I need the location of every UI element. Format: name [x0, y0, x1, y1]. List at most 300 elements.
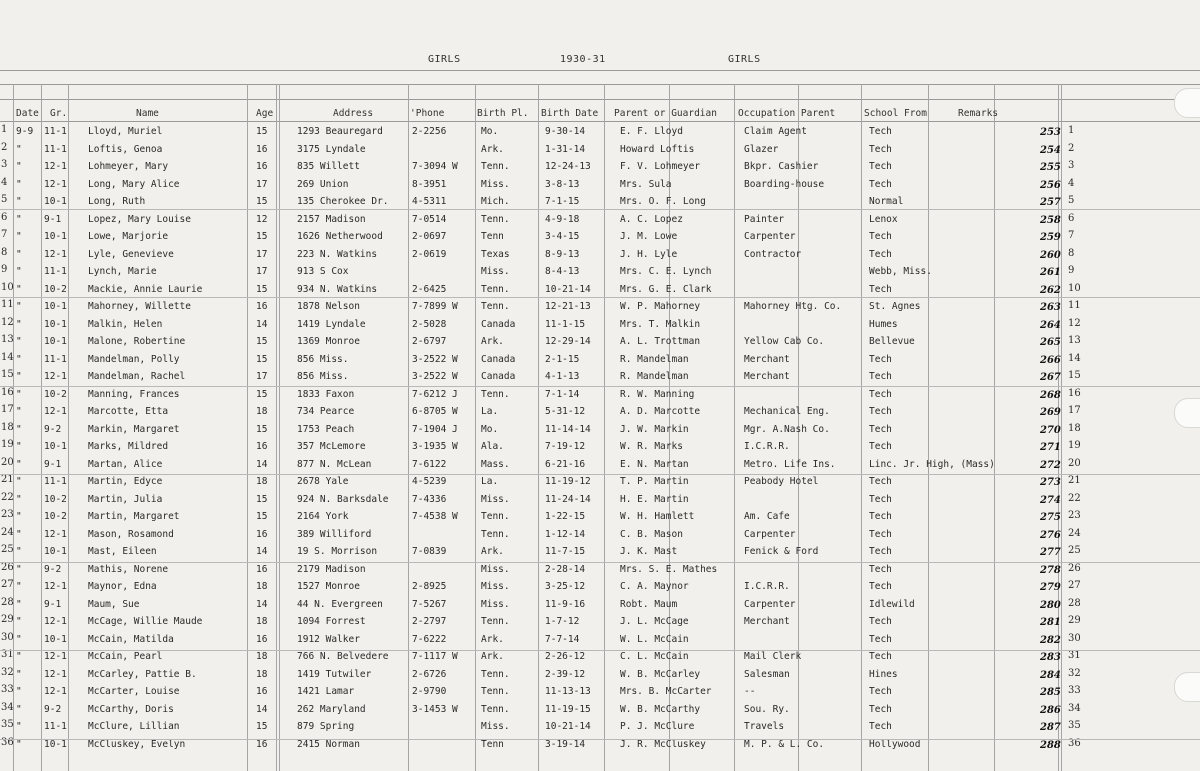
occupation-cell: Glazer	[744, 143, 779, 155]
phone-cell: 2-2797	[412, 616, 447, 627]
address-cell: 1419 Tutwiler	[297, 668, 372, 680]
school-from-cell: Tech	[869, 371, 892, 382]
row-number: 5	[1, 194, 8, 205]
parent-cell: Howard Loftis	[620, 143, 695, 155]
age-cell: 18	[256, 406, 268, 417]
record-stamp: 262	[1040, 284, 1061, 296]
col-header-parent: Parent or Guardian	[614, 108, 717, 119]
grade-cell: 9-1	[44, 598, 62, 610]
row-number-right: 6	[1068, 212, 1075, 224]
row-number-right: 36	[1068, 737, 1081, 749]
date-cell: "	[16, 528, 22, 540]
row-number: 36	[1, 736, 14, 748]
phone-cell: 6-8705 W	[412, 406, 458, 417]
record-stamp: 260	[1040, 249, 1061, 261]
row-group-rule	[0, 297, 1200, 298]
row-number: 27	[1, 579, 14, 590]
name-cell: Martin, Julia	[88, 493, 163, 505]
school-from-cell: Tech	[869, 441, 892, 452]
row-number-right: 23	[1068, 510, 1081, 521]
record-stamp: 255	[1040, 162, 1061, 173]
table-row	[0, 578, 1200, 596]
name-cell: Lloyd, Muriel	[88, 126, 163, 137]
record-stamp: 266	[1040, 354, 1061, 366]
phone-cell: 8-3951	[412, 178, 447, 190]
row-number: 19	[1, 439, 14, 450]
record-stamp: 257	[1040, 197, 1061, 208]
occupation-cell: Fenick & Ford	[744, 546, 819, 557]
parent-cell: J. L. McCage	[620, 616, 689, 627]
header-rule-3	[0, 121, 1200, 122]
table-row	[0, 631, 1200, 649]
row-number: 22	[1, 491, 14, 503]
name-cell: Martin, Edyce	[88, 476, 163, 487]
row-number-right: 33	[1068, 685, 1081, 696]
age-cell: 16	[256, 301, 268, 312]
address-cell: 1369 Monroe	[297, 336, 360, 347]
birth-place-cell: Tenn.	[481, 213, 510, 225]
row-number: 11	[1, 299, 14, 310]
parent-cell: Mrs. O. F. Long	[620, 196, 706, 207]
grade-cell: 10-1	[44, 318, 67, 330]
date-cell: "	[16, 406, 22, 417]
grade-cell: 11-1	[44, 266, 67, 277]
birth-date-cell: 1-7-12	[545, 616, 580, 627]
phone-cell: 2-6425	[412, 283, 447, 295]
occupation-cell: Contractor	[744, 248, 802, 260]
table-row	[0, 158, 1200, 176]
record-stamp: 288	[1040, 739, 1061, 751]
age-cell: 12	[256, 213, 268, 225]
row-number-right: 20	[1068, 457, 1081, 469]
row-number: 32	[1, 666, 14, 678]
grade-cell: 11-1	[44, 353, 67, 365]
record-stamp: 263	[1040, 302, 1061, 313]
occupation-cell: Yellow Cab Co.	[744, 336, 825, 347]
phone-cell: 7-0514	[412, 213, 447, 225]
date-cell: "	[16, 668, 22, 680]
date-cell: "	[16, 371, 22, 382]
parent-cell: Mrs. C. E. Lynch	[620, 266, 712, 277]
school-from-cell: Linc. Jr. High, (Mass)	[869, 458, 995, 470]
age-cell: 14	[256, 598, 268, 610]
name-cell: Marks, Mildred	[88, 441, 169, 452]
row-number-right: 21	[1068, 475, 1081, 486]
table-row	[0, 263, 1200, 281]
age-cell: 17	[256, 266, 268, 277]
table-row	[0, 386, 1200, 404]
address-cell: 1833 Faxon	[297, 388, 355, 400]
grade-cell: 10-2	[44, 283, 67, 295]
record-stamp: 267	[1040, 372, 1061, 383]
birth-date-cell: 11-19-15	[545, 703, 591, 715]
address-cell: 835 Willett	[297, 161, 360, 172]
name-cell: McCain, Matilda	[88, 633, 174, 645]
phone-cell: 3-1935 W	[412, 441, 458, 452]
binder-hole	[1174, 672, 1200, 702]
record-stamp: 259	[1040, 232, 1061, 243]
grade-cell: 10-1	[44, 441, 67, 452]
age-cell: 14	[256, 546, 268, 557]
grade-cell: 11-1	[44, 721, 67, 732]
occupation-cell: Travels	[744, 721, 785, 732]
table-row	[0, 718, 1200, 736]
age-cell: 15	[256, 126, 268, 137]
birth-date-cell: 5-31-12	[545, 406, 586, 417]
birth-date-cell: 10-21-14	[545, 283, 591, 295]
address-cell: 1527 Monroe	[297, 581, 360, 592]
birth-place-cell: Mo.	[481, 423, 499, 435]
col-header-phone: 'Phone	[410, 108, 445, 119]
address-cell: 856 Miss.	[297, 353, 349, 365]
row-number: 23	[1, 509, 14, 520]
phone-cell: 3-2522 W	[412, 353, 458, 365]
address-cell: 1293 Beauregard	[297, 126, 383, 137]
birth-date-cell: 3-4-15	[545, 231, 580, 242]
school-from-cell: Tech	[869, 528, 892, 540]
parent-cell: C. A. Maynor	[620, 581, 689, 592]
address-cell: 2157 Madison	[297, 213, 366, 225]
parent-cell: W. L. McCain	[620, 633, 689, 645]
phone-cell: 2-2256	[412, 126, 447, 137]
date-cell: "	[16, 721, 22, 732]
header-right: GIRLS	[728, 54, 761, 65]
row-group-rule	[0, 739, 1200, 740]
age-cell: 14	[256, 458, 268, 470]
school-from-cell: Hollywood	[869, 738, 921, 750]
row-number-right: 9	[1068, 265, 1075, 276]
record-stamp: 253	[1040, 127, 1061, 138]
phone-cell: 2-5028	[412, 318, 447, 330]
parent-cell: W. H. Hamlett	[620, 511, 695, 522]
birth-place-cell: Miss.	[481, 721, 510, 732]
birth-date-cell: 12-21-13	[545, 301, 591, 312]
table-row	[0, 526, 1200, 544]
row-number-right: 29	[1068, 615, 1081, 626]
phone-cell: 2-6797	[412, 336, 447, 347]
occupation-cell: Carpenter	[744, 231, 796, 242]
record-stamp: 273	[1040, 477, 1061, 488]
school-from-cell: St. Agnes	[869, 301, 921, 312]
record-stamp: 261	[1040, 267, 1061, 278]
name-cell: Lyle, Genevieve	[88, 248, 174, 260]
row-number: 33	[1, 684, 14, 695]
record-stamp: 264	[1040, 319, 1061, 331]
birth-place-cell: Miss.	[481, 598, 510, 610]
school-from-cell: Tech	[869, 283, 892, 295]
school-from-cell: Lenox	[869, 213, 898, 225]
grade-cell: 10-1	[44, 301, 67, 312]
row-number-right: 12	[1068, 317, 1081, 329]
row-number-right: 26	[1068, 562, 1081, 574]
address-cell: 879 Spring	[297, 721, 355, 732]
birth-date-cell: 11-7-15	[545, 546, 586, 557]
table-row	[0, 701, 1200, 719]
birth-place-cell: Tenn.	[481, 703, 510, 715]
parent-cell: H. E. Martin	[620, 493, 689, 505]
birth-place-cell: Tenn.	[481, 686, 510, 697]
birth-place-cell: Tenn.	[481, 668, 510, 680]
record-stamp: 271	[1040, 442, 1061, 453]
grade-cell: 12-1	[44, 616, 67, 627]
table-row	[0, 596, 1200, 614]
birth-place-cell: Ala.	[481, 441, 504, 452]
parent-cell: J. M. Lowe	[620, 231, 678, 242]
age-cell: 18	[256, 651, 268, 662]
parent-cell: J. K. Mast	[620, 546, 678, 557]
address-cell: 223 N. Watkins	[297, 248, 378, 260]
grade-cell: 10-1	[44, 546, 67, 557]
date-cell: "	[16, 581, 22, 592]
row-number: 15	[1, 369, 14, 380]
address-cell: 1912 Walker	[297, 633, 360, 645]
table-row	[0, 123, 1200, 141]
date-cell: "	[16, 231, 22, 242]
row-number: 13	[1, 334, 14, 345]
row-number-right: 27	[1068, 580, 1081, 591]
row-number-right: 3	[1068, 160, 1075, 171]
row-number-right: 24	[1068, 527, 1081, 539]
row-number-right: 35	[1068, 720, 1081, 731]
parent-cell: R. Mandelman	[620, 371, 689, 382]
name-cell: Long, Ruth	[88, 196, 146, 207]
row-number-right: 11	[1068, 300, 1081, 311]
occupation-cell: Am. Cafe	[744, 511, 790, 522]
parent-cell: W. R. Marks	[620, 441, 683, 452]
col-header-address: Address	[333, 108, 374, 119]
record-stamp: 278	[1040, 564, 1061, 576]
date-cell: "	[16, 178, 22, 190]
address-cell: 44 N. Evergreen	[297, 598, 383, 610]
birth-date-cell: 6-21-16	[545, 458, 586, 470]
row-number: 9	[1, 264, 8, 275]
birth-date-cell: 2-39-12	[545, 668, 586, 680]
name-cell: Martan, Alice	[88, 458, 163, 470]
record-stamp: 270	[1040, 424, 1061, 436]
occupation-cell: Carpenter	[744, 528, 796, 540]
row-number: 18	[1, 421, 14, 433]
age-cell: 15	[256, 283, 268, 295]
birth-place-cell: Tenn.	[481, 301, 510, 312]
birth-date-cell: 12-24-13	[545, 161, 591, 172]
parent-cell: A. C. Lopez	[620, 213, 683, 225]
phone-cell: 7-7899 W	[412, 301, 458, 312]
school-from-cell: Tech	[869, 178, 892, 190]
address-cell: 1753 Peach	[297, 423, 355, 435]
school-from-cell: Tech	[869, 161, 892, 172]
birth-date-cell: 2-1-15	[545, 353, 580, 365]
name-cell: McCage, Willie Maude	[88, 616, 203, 627]
table-row	[0, 228, 1200, 246]
school-from-cell: Humes	[869, 318, 898, 330]
phone-cell: 4-5239	[412, 476, 447, 487]
table-row	[0, 473, 1200, 491]
age-cell: 14	[256, 703, 268, 715]
birth-date-cell: 11-19-12	[545, 476, 591, 487]
date-cell: "	[16, 283, 22, 295]
age-cell: 15	[256, 721, 268, 732]
name-cell: Lohmeyer, Mary	[88, 161, 169, 172]
age-cell: 15	[256, 196, 268, 207]
row-number: 4	[1, 176, 8, 188]
birth-place-cell: Ark.	[481, 546, 504, 557]
row-number: 34	[1, 701, 14, 713]
col-header-grade: Gr.	[50, 108, 68, 119]
row-number-right: 16	[1068, 387, 1081, 399]
age-cell: 14	[256, 318, 268, 330]
table-row	[0, 281, 1200, 299]
row-number: 1	[1, 124, 8, 135]
name-cell: Markin, Margaret	[88, 423, 180, 435]
parent-cell: W. B. McCarley	[620, 668, 701, 680]
header-year: 1930-31	[560, 54, 606, 65]
phone-cell: 7-1904 J	[412, 423, 458, 435]
record-stamp: 284	[1040, 669, 1061, 681]
address-cell: 2415 Norman	[297, 738, 360, 750]
address-cell: 357 McLemore	[297, 441, 366, 452]
row-number: 20	[1, 456, 14, 468]
row-number-right: 15	[1068, 370, 1081, 381]
row-number: 2	[1, 141, 8, 153]
binder-hole	[1174, 398, 1200, 428]
parent-cell: W. P. Mahorney	[620, 301, 701, 312]
row-number: 10	[1, 281, 14, 293]
birth-place-cell: Tenn.	[481, 511, 510, 522]
grade-cell: 12-1	[44, 651, 67, 662]
grade-cell: 11-1	[44, 126, 67, 137]
record-stamp: 287	[1040, 722, 1061, 733]
age-cell: 16	[256, 161, 268, 172]
occupation-cell: Boarding-house	[744, 178, 825, 190]
phone-cell: 7-0839	[412, 546, 447, 557]
col-header-name: Name	[136, 108, 159, 119]
name-cell: McClure, Lillian	[88, 721, 180, 732]
birth-place-cell: Ark.	[481, 633, 504, 645]
birth-date-cell: 11-13-13	[545, 686, 591, 697]
date-cell: "	[16, 633, 22, 645]
birth-place-cell: Ark.	[481, 651, 504, 662]
school-from-cell: Tech	[869, 563, 892, 575]
date-cell: "	[16, 423, 22, 435]
record-stamp: 276	[1040, 529, 1061, 541]
school-from-cell: Tech	[869, 511, 892, 522]
parent-cell: A. D. Marcotte	[620, 406, 701, 417]
row-number: 26	[1, 561, 14, 573]
record-stamp: 281	[1040, 617, 1061, 628]
name-cell: Long, Mary Alice	[88, 178, 180, 190]
birth-place-cell: Canada	[481, 353, 516, 365]
table-row	[0, 456, 1200, 474]
birth-date-cell: 9-30-14	[545, 126, 586, 137]
date-cell: "	[16, 511, 22, 522]
occupation-cell: Mechanical Eng.	[744, 406, 830, 417]
parent-cell: E. F. Lloyd	[620, 126, 683, 137]
address-cell: 877 N. McLean	[297, 458, 372, 470]
row-number-right: 4	[1068, 177, 1075, 189]
birth-date-cell: 1-22-15	[545, 511, 586, 522]
grade-cell: 10-1	[44, 196, 67, 207]
row-number: 12	[1, 316, 14, 328]
record-stamp: 283	[1040, 652, 1061, 663]
name-cell: McCarley, Pattie B.	[88, 668, 197, 680]
table-row	[0, 491, 1200, 509]
birth-date-cell: 8-4-13	[545, 266, 580, 277]
row-number-right: 28	[1068, 597, 1081, 609]
age-cell: 15	[256, 493, 268, 505]
age-cell: 16	[256, 738, 268, 750]
phone-cell: 3-1453 W	[412, 703, 458, 715]
birth-place-cell: Mass.	[481, 458, 510, 470]
grade-cell: 12-1	[44, 686, 67, 697]
record-stamp: 279	[1040, 582, 1061, 593]
header-rule-1	[0, 84, 1200, 85]
birth-place-cell: Canada	[481, 371, 516, 382]
date-cell: "	[16, 458, 22, 470]
school-from-cell: Tech	[869, 353, 892, 365]
school-from-cell: Tech	[869, 143, 892, 155]
occupation-cell: Carpenter	[744, 598, 796, 610]
birth-place-cell: Ark.	[481, 143, 504, 155]
school-from-cell: Tech	[869, 686, 892, 697]
address-cell: 3175 Lyndale	[297, 143, 366, 155]
age-cell: 18	[256, 668, 268, 680]
school-from-cell: Tech	[869, 493, 892, 505]
name-cell: Maynor, Edna	[88, 581, 157, 592]
grade-cell: 9-1	[44, 458, 62, 470]
occupation-cell: I.C.R.R.	[744, 441, 790, 452]
date-cell: "	[16, 196, 22, 207]
occupation-cell: Mahorney Htg. Co.	[744, 301, 842, 312]
grade-cell: 9-2	[44, 423, 62, 435]
row-number: 24	[1, 526, 14, 538]
row-number: 30	[1, 631, 14, 643]
row-number-right: 14	[1068, 352, 1081, 364]
date-cell: "	[16, 651, 22, 662]
grade-cell: 12-1	[44, 406, 67, 417]
phone-cell: 7-6122	[412, 458, 447, 470]
name-cell: Manning, Frances	[88, 388, 180, 400]
birth-date-cell: 1-12-14	[545, 528, 586, 540]
school-from-cell: Normal	[869, 196, 904, 207]
name-cell: Mason, Rosamond	[88, 528, 174, 540]
address-cell: 135 Cherokee Dr.	[297, 196, 389, 207]
date-cell: "	[16, 686, 22, 697]
age-cell: 18	[256, 581, 268, 592]
birth-date-cell: 7-19-12	[545, 441, 586, 452]
address-cell: 389 Williford	[297, 528, 372, 540]
address-cell: 924 N. Barksdale	[297, 493, 389, 505]
date-cell: "	[16, 598, 22, 610]
record-stamp: 275	[1040, 512, 1061, 523]
record-stamp: 258	[1040, 214, 1061, 226]
table-row	[0, 298, 1200, 316]
table-row	[0, 246, 1200, 264]
parent-cell: Mrs. S. E. Mathes	[620, 563, 718, 575]
parent-cell: A. L. Trottman	[620, 336, 701, 347]
birth-place-cell: Tenn.	[481, 161, 510, 172]
col-header-birth-place: Birth Pl.	[477, 108, 529, 119]
address-cell: 1094 Forrest	[297, 616, 366, 627]
parent-cell: R. W. Manning	[620, 388, 695, 400]
row-number: 35	[1, 719, 14, 730]
birth-date-cell: 2-28-14	[545, 563, 586, 575]
age-cell: 16	[256, 441, 268, 452]
occupation-cell: Peabody Hotel	[744, 476, 819, 487]
col-header-age: Age	[256, 108, 274, 119]
age-cell: 17	[256, 178, 268, 190]
birth-place-cell: Miss.	[481, 266, 510, 277]
school-from-cell: Tech	[869, 406, 892, 417]
